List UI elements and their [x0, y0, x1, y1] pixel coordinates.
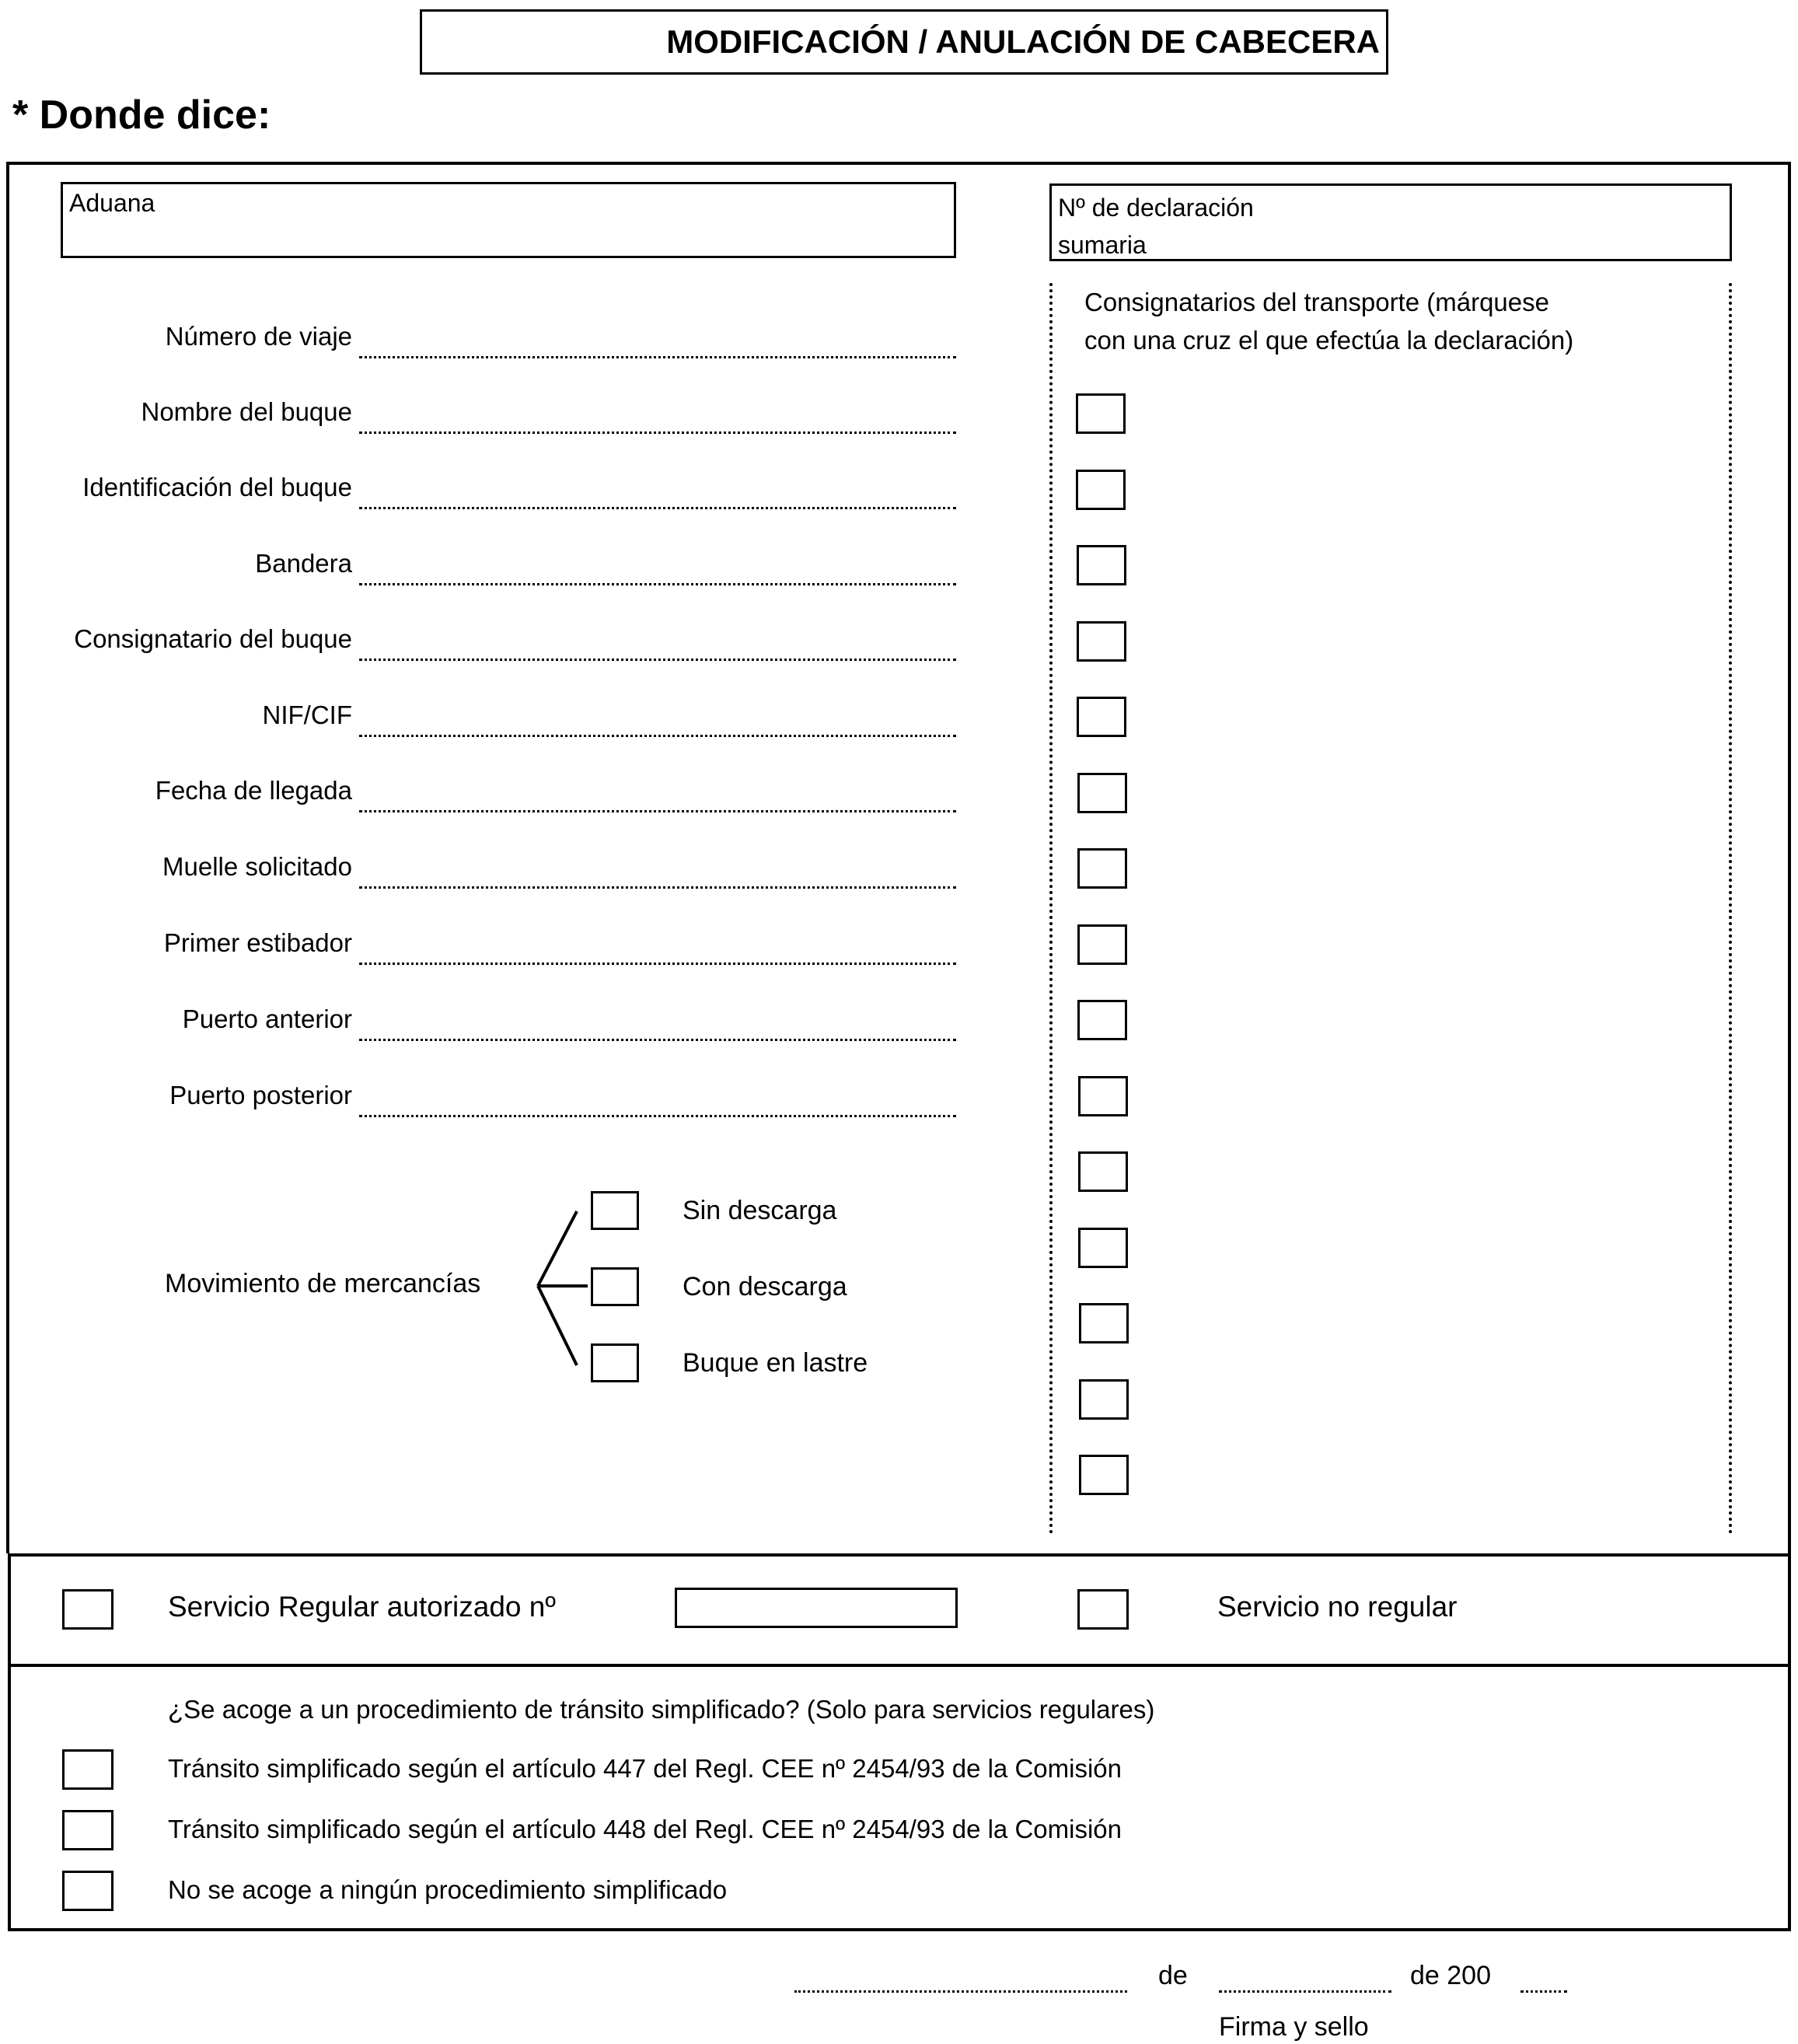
consignee-checkbox-13[interactable] — [1079, 1303, 1129, 1343]
signature-de-200: de 200 — [1410, 1961, 1491, 1990]
sin-descarga-label: Sin descarga — [683, 1196, 837, 1225]
signature-firma-y-sello: Firma y sello — [1219, 2012, 1369, 2042]
procedure-448-label: Tránsito simplificado según el artículo 448 del Regl. CEE nº 2454/93 de la Comisión — [168, 1815, 1122, 1843]
consignees-header — [1084, 283, 1706, 359]
field-label-10: Puerto anterior — [182, 1005, 352, 1033]
field-label-2: Nombre del buque — [141, 397, 352, 426]
goods-movement-brace — [535, 1204, 589, 1373]
form-title-text: MODIFICACIÓN / ANULACIÓN DE CABECERA — [666, 23, 1380, 60]
servicio-regular-label: Servicio Regular autorizado nº — [168, 1591, 556, 1623]
no-procedure-label: No se acoge a ningún procedimiento simplificado — [168, 1875, 728, 1904]
aduana-field[interactable] — [61, 182, 956, 258]
field-label-4: Bandera — [255, 549, 352, 578]
field-label-8: Muelle solicitado — [162, 852, 352, 881]
field-input-line-3[interactable] — [359, 507, 956, 509]
procedure-question: ¿Se acoge a un procedimiento de tránsito simplificado? (Solo para servicios regulares) — [168, 1695, 1155, 1724]
procedure-448-checkbox[interactable] — [62, 1810, 113, 1850]
form-title — [420, 9, 1388, 75]
procedure-447-checkbox[interactable] — [62, 1749, 113, 1790]
section-heading: * Donde dice: — [12, 93, 271, 138]
signature-place-line[interactable] — [794, 1990, 1127, 1993]
field-label-5: Consignatario del buque — [74, 624, 352, 653]
servicio-no-regular-label: Servicio no regular — [1217, 1591, 1458, 1623]
con-descarga-checkbox[interactable] — [591, 1267, 639, 1306]
field-input-line-6[interactable] — [359, 735, 956, 737]
servicio-no-regular-checkbox[interactable] — [1077, 1589, 1129, 1630]
buque-en-lastre-label: Buque en lastre — [683, 1348, 868, 1378]
consignee-checkbox-2[interactable] — [1076, 470, 1126, 510]
servicio-regular-checkbox[interactable] — [62, 1589, 113, 1630]
signature-de-1: de — [1158, 1961, 1188, 1990]
goods-movement-label: Movimiento de mercancías — [165, 1269, 481, 1298]
consignees-right-border — [1729, 283, 1732, 1535]
consignee-checkbox-11[interactable] — [1078, 1151, 1128, 1192]
no-procedure-checkbox[interactable] — [62, 1871, 113, 1911]
field-input-line-8[interactable] — [359, 886, 956, 889]
declaration-number-label-line1: Nº de declaración — [1058, 194, 1254, 222]
aduana-label: Aduana — [69, 189, 155, 217]
field-label-7: Fecha de llegada — [155, 776, 352, 805]
field-label-3: Identificación del buque — [82, 473, 352, 501]
field-input-line-4[interactable] — [359, 583, 956, 585]
field-label-9: Primer estibador — [163, 928, 352, 957]
consignee-checkbox-8[interactable] — [1077, 924, 1127, 965]
consignee-checkbox-15[interactable] — [1079, 1455, 1129, 1495]
consignee-checkbox-9[interactable] — [1077, 1000, 1127, 1040]
field-label-6: NIF/CIF — [262, 701, 352, 729]
field-input-line-5[interactable] — [359, 659, 956, 661]
field-label-1: Número de viaje — [165, 322, 352, 351]
field-input-line-10[interactable] — [359, 1039, 956, 1041]
consignees-header-line1: Consignatarios del transporte (márquese — [1084, 288, 1549, 316]
consignee-checkbox-1[interactable] — [1076, 393, 1126, 434]
servicio-regular-number-input[interactable] — [675, 1588, 958, 1628]
sin-descarga-checkbox[interactable] — [591, 1191, 639, 1230]
service-divider — [8, 1664, 1791, 1667]
consignees-header-line2: con una cruz el que efectúa la declaración) — [1084, 326, 1574, 355]
procedure-447-label: Tránsito simplificado según el artículo 447 del Regl. CEE nº 2454/93 de la Comisión — [168, 1754, 1122, 1783]
field-input-line-1[interactable] — [359, 356, 956, 358]
field-label-11: Puerto posterior — [169, 1081, 352, 1109]
consignee-checkbox-6[interactable] — [1077, 773, 1127, 813]
consignee-checkbox-5[interactable] — [1077, 697, 1126, 737]
field-input-line-11[interactable] — [359, 1115, 956, 1117]
field-input-line-2[interactable] — [359, 432, 956, 434]
signature-year-line[interactable] — [1520, 1990, 1567, 1993]
consignees-left-border — [1049, 283, 1053, 1535]
field-input-line-7[interactable] — [359, 810, 956, 812]
consignee-checkbox-12[interactable] — [1078, 1228, 1128, 1268]
declaration-number-field[interactable] — [1049, 183, 1732, 261]
con-descarga-label: Con descarga — [683, 1272, 847, 1302]
field-input-line-9[interactable] — [359, 963, 956, 965]
declaration-number-label-line2: sumaria — [1058, 231, 1147, 259]
consignee-checkbox-4[interactable] — [1077, 621, 1126, 662]
consignee-checkbox-14[interactable] — [1079, 1379, 1129, 1420]
signature-month-line[interactable] — [1219, 1990, 1391, 1993]
consignee-checkbox-7[interactable] — [1077, 848, 1127, 889]
consignee-checkbox-10[interactable] — [1078, 1076, 1128, 1116]
buque-en-lastre-checkbox[interactable] — [591, 1343, 639, 1382]
consignee-checkbox-3[interactable] — [1077, 545, 1126, 585]
